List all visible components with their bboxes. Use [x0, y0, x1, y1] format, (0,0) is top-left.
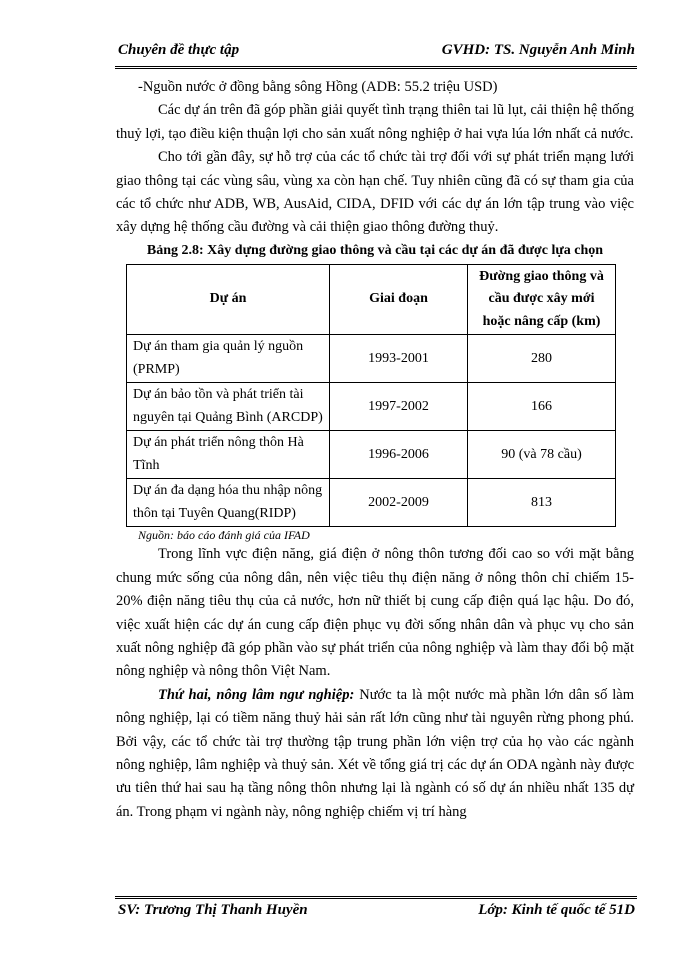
paragraph: Cho tới gần đây, sự hỗ trợ của các tổ chức tài trợ đối với sự phát triển mạng lưới giao thông tại các vùng sâu, vùng xa còn hạn chế. Tuy nhiên cũng đã có sự tham gia của các tổ chức như ADB, WB, AusAid, CIDA, DFID với các dự án lớn tập trung vào việc xây dựng hệ thống cầu đường và cải thiện giao thông đường thuỷ. [116, 149, 634, 236]
table-row [127, 479, 616, 527]
column-header-roads: Đường giao thông và cầu được xây mới hoặc nâng cấp (km) [468, 264, 616, 335]
column-header-period: Giai đoạn [330, 264, 468, 335]
header-supervisor: GVHD: TS. Nguyễn Anh Minh [441, 42, 635, 58]
paragraph: Các dự án trên đã góp phần giải quyết tình trạng thiên tai lũ lụt, cải thiện hệ thống thuỷ lợi, tạo điều kiện thuận lợi cho sản xuất nông nghiệp ở hai vựa lúa lớn nhất cả nước. [116, 102, 634, 142]
paragraph: -Nguồn nước ở đồng bằng sông Hồng (ADB: 55.2 triệu USD) [138, 79, 498, 95]
table-row [127, 431, 616, 479]
cell-project: Dự án đa dạng hóa thu nhập nông thôn tại Tuyên Quang(RIDP) [127, 479, 330, 527]
projects-table [126, 264, 616, 528]
cell-roads: 166 [468, 383, 616, 431]
table-source: Nguồn: báo cáo đánh giá của IFAD [138, 528, 310, 543]
cell-project: Dự án phát triển nông thôn Hà Tĩnh [127, 431, 330, 479]
page-body [116, 76, 634, 824]
cell-project: Dự án tham gia quản lý nguồn (PRMP) [127, 335, 330, 383]
page-header [115, 42, 635, 62]
cell-roads: 90 (và 78 cầu) [468, 431, 616, 479]
cell-project: Dự án bảo tồn và phát triển tài nguyên tại Quảng Bình (ARCDP) [127, 383, 330, 431]
table-row [127, 383, 616, 431]
table-header-row [127, 264, 616, 335]
page-footer [115, 902, 635, 922]
cell-period: 1996-2006 [330, 431, 468, 479]
footer-student: SV: Trương Thị Thanh Huyền [118, 902, 308, 918]
paragraph [116, 684, 634, 824]
paragraph-text: Nước ta là một nước mà phần lớn dân số làm nông nghiệp, lại có tiềm năng thuỷ hải sản rất lớn cũng như tài nguyên rừng phong phú. Bởi vậy, các tổ chức tài trợ thường tập trung phần lớn viện trợ của họ vào các ngành nông nghiệp, lâm nghiệp và thuỷ sản. Xét về tổng giá trị các dự án ODA ngành này được ưu tiên thứ hai sau hạ tầng nông thôn nhưng lại là ngành có số dự án nhiều nhất 135 dự án. Trong phạm vi ngành này, nông nghiệp chiếm vị trí hàng [116, 686, 634, 820]
cell-period: 2002-2009 [330, 479, 468, 527]
cell-period: 1993-2001 [330, 335, 468, 383]
table-row [127, 335, 616, 383]
cell-period: 1997-2002 [330, 383, 468, 431]
cell-roads: 280 [468, 335, 616, 383]
table-caption: Bảng 2.8: Xây dựng đường giao thông và cầu tại các dự án đã được lựa chọn [146, 242, 604, 258]
column-header-project: Dự án [127, 264, 330, 335]
cell-roads: 813 [468, 479, 616, 527]
paragraph: Trong lĩnh vực điện năng, giá điện ở nông thôn tương đối cao so với mặt bằng chung mức sống của nông dân, nên việc tiêu thụ điện năng ở nông thôn chỉ chiếm 15-20% điện năng tiêu thụ của cả nước, hơn nữ thiết bị cung cấp điện quá lạc hậu. Do đó, việc xuất hiện các dự án cung cấp điện phục vụ đời sống nhân dân và phục vụ cho sản xuất nông nghiệp đã góp phần vào sự phát triển của nông nghiệp và làm thay đổi bộ mặt nông nghiệp và nông thôn Việt Nam. [116, 546, 634, 680]
footer-class: Lớp: Kinh tế quốc tế 51D [478, 902, 635, 918]
header-rule [115, 66, 637, 69]
footer-rule [115, 896, 637, 899]
header-course-title: Chuyên đề thực tập [118, 42, 240, 58]
paragraph-lead: Thứ hai, nông lâm ngư nghiệp: [158, 686, 355, 703]
